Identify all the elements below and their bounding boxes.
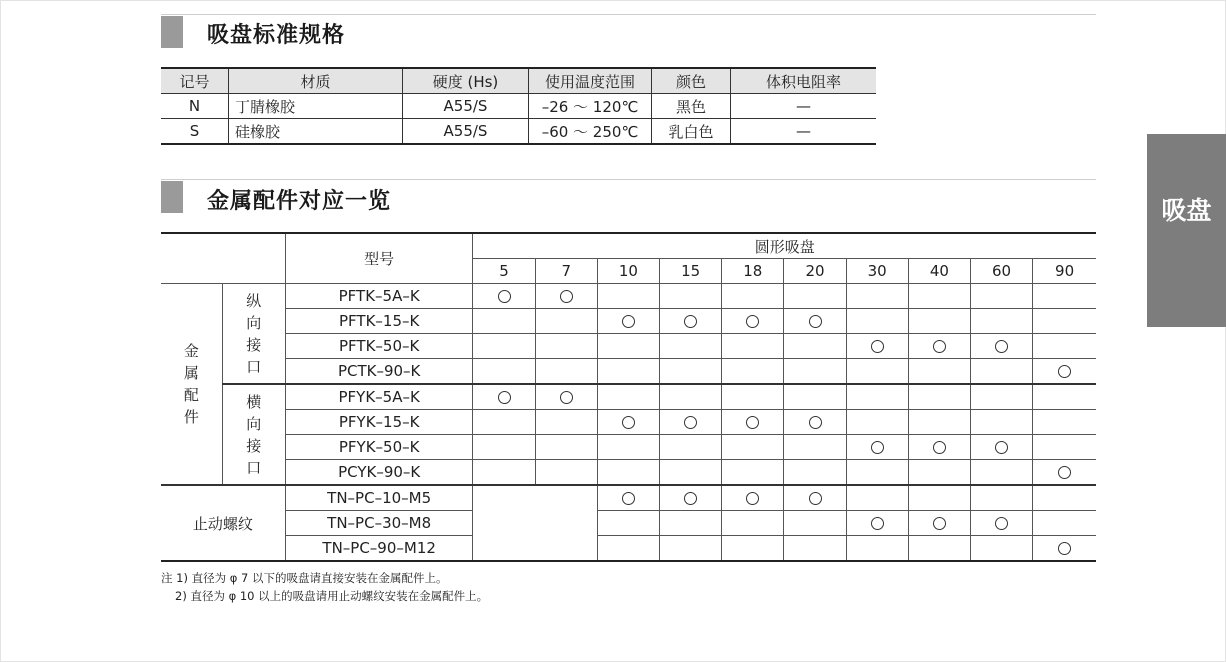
spec-cell-color: 乳白色 <box>652 119 731 145</box>
compat-cell <box>784 359 846 385</box>
compat-cell <box>846 359 908 385</box>
spec-cell-color: 黑色 <box>652 94 731 119</box>
compat-cell <box>535 309 597 334</box>
compatible-mark-icon <box>809 416 822 429</box>
round-cup-header: 圆形吸盘 <box>473 233 1096 259</box>
compatible-mark-icon <box>933 517 946 530</box>
spec-header-cell: 硬度 (Hs) <box>403 68 529 94</box>
compat-cell <box>597 384 659 410</box>
accessory-row <box>161 334 1096 359</box>
compatible-mark-icon <box>684 492 697 505</box>
compat-cell <box>970 511 1032 536</box>
sub-vertical-cell <box>222 284 285 385</box>
section1-rule <box>161 14 1096 15</box>
compat-cell <box>908 536 970 562</box>
spec-cell-resistivity: — <box>731 94 877 119</box>
compatible-mark-icon <box>560 391 573 404</box>
compat-cell <box>722 309 784 334</box>
compat-cell <box>784 384 846 410</box>
size-header: 18 <box>722 259 784 284</box>
compat-cell <box>784 284 846 309</box>
compat-cell <box>473 309 535 334</box>
accessory-row <box>161 410 1096 435</box>
model-cell: TN–PC–10–M5 <box>285 485 473 511</box>
compat-cell <box>908 334 970 359</box>
accessory-row <box>161 284 1096 309</box>
spec-cell-code: S <box>161 119 229 145</box>
model-cell: PFYK–50–K <box>285 435 473 460</box>
accessory-row <box>161 511 1096 536</box>
compatible-mark-icon <box>1058 365 1071 378</box>
compat-cell <box>784 511 846 536</box>
compat-cell <box>1033 485 1096 511</box>
compatible-mark-icon <box>995 340 1008 353</box>
accessory-row <box>161 460 1096 486</box>
compatible-mark-icon <box>746 492 759 505</box>
compat-cell <box>597 536 659 562</box>
compat-cell <box>535 435 597 460</box>
compat-cell <box>846 460 908 486</box>
compat-cell <box>970 435 1032 460</box>
accessory-row <box>161 384 1096 410</box>
compat-cell <box>846 511 908 536</box>
model-header: 型号 <box>285 233 473 284</box>
compat-cell <box>660 410 722 435</box>
compat-cell <box>473 435 535 460</box>
compat-cell <box>597 309 659 334</box>
compat-cell <box>535 460 597 486</box>
compat-cell <box>473 384 535 410</box>
spec-cell-material: 硅橡胶 <box>229 119 403 145</box>
group-stop-label: 止动螺纹 <box>192 514 253 533</box>
compat-cell <box>970 384 1032 410</box>
compat-cell <box>908 284 970 309</box>
section2-rule <box>161 179 1096 180</box>
compatible-mark-icon <box>746 416 759 429</box>
spec-header-cell: 材质 <box>229 68 403 94</box>
accessory-header-row <box>161 233 1096 259</box>
compat-cell <box>597 460 659 486</box>
sub-vertical-label: 纵向接口 <box>246 291 262 376</box>
compat-cell <box>1033 334 1096 359</box>
compat-cell <box>846 384 908 410</box>
compatible-mark-icon <box>498 290 511 303</box>
compatible-mark-icon <box>746 315 759 328</box>
size-header: 15 <box>660 259 722 284</box>
spec-cell-temperature: –26 ～ 120℃ <box>529 94 652 119</box>
model-cell: PFYK–5A–K <box>285 384 473 410</box>
accessory-row <box>161 485 1096 511</box>
note-1: 注 1) 直径为 φ 7 以下的吸盘请直接安装在金属配件上。 <box>161 571 448 585</box>
side-tab[interactable] <box>1147 134 1226 327</box>
compat-cell <box>908 309 970 334</box>
spec-cell-hardness: A55/S <box>403 119 529 145</box>
compat-cell <box>473 359 535 385</box>
model-cell: PFYK–15–K <box>285 410 473 435</box>
compat-cell <box>970 410 1032 435</box>
compat-cell <box>535 334 597 359</box>
model-cell: PCYK–90–K <box>285 460 473 486</box>
spec-cell-resistivity: — <box>731 119 877 145</box>
compat-cell <box>722 435 784 460</box>
compat-cell <box>660 359 722 385</box>
compat-cell <box>970 359 1032 385</box>
compat-cell <box>722 410 784 435</box>
compat-cell <box>784 485 846 511</box>
accessory-row <box>161 359 1096 385</box>
compat-cell <box>722 284 784 309</box>
compat-cell <box>535 359 597 385</box>
compat-cell <box>784 460 846 486</box>
compat-cell <box>1033 384 1096 410</box>
spec-header-cell: 记号 <box>161 68 229 94</box>
compatible-mark-icon <box>684 416 697 429</box>
compat-cell <box>597 485 659 511</box>
compat-cell <box>722 485 784 511</box>
compat-cell <box>846 485 908 511</box>
model-cell: TN–PC–90–M12 <box>285 536 473 562</box>
compat-cell <box>473 284 535 309</box>
compat-cell <box>784 435 846 460</box>
compat-cell <box>535 384 597 410</box>
section2-title: 金属配件对应一览 <box>207 189 392 214</box>
compat-cell <box>970 284 1032 309</box>
compat-cell <box>660 435 722 460</box>
compatible-mark-icon <box>933 441 946 454</box>
compat-cell <box>1033 284 1096 309</box>
compat-cell <box>722 384 784 410</box>
model-cell: PFTK–50–K <box>285 334 473 359</box>
compat-cell <box>784 334 846 359</box>
compat-cell <box>473 460 535 486</box>
note-2: 2) 直径为 φ 10 以上的吸盘请用止动螺纹安装在金属配件上。 <box>175 589 489 603</box>
size-header: 5 <box>473 259 535 284</box>
compatible-mark-icon <box>995 517 1008 530</box>
compat-cell <box>1033 359 1096 385</box>
compatible-mark-icon <box>809 315 822 328</box>
compat-cell <box>660 511 722 536</box>
compatible-mark-icon <box>809 492 822 505</box>
compat-cell <box>597 410 659 435</box>
blank-cell <box>473 485 597 561</box>
group-metal-label: 金属配件 <box>183 342 199 426</box>
model-cell: PFTK–5A–K <box>285 284 473 309</box>
compat-cell <box>660 284 722 309</box>
size-header: 60 <box>970 259 1032 284</box>
compat-cell <box>597 435 659 460</box>
compat-cell <box>597 511 659 536</box>
model-cell: TN–PC–30–M8 <box>285 511 473 536</box>
size-header: 40 <box>908 259 970 284</box>
compat-cell <box>970 309 1032 334</box>
compat-cell <box>784 309 846 334</box>
compatible-mark-icon <box>684 315 697 328</box>
compat-cell <box>846 334 908 359</box>
spec-row <box>161 119 876 145</box>
compatible-mark-icon <box>560 290 573 303</box>
size-header: 10 <box>597 259 659 284</box>
size-header: 30 <box>846 259 908 284</box>
compat-cell <box>660 384 722 410</box>
group-metal-cell <box>161 284 222 486</box>
compat-cell <box>660 536 722 562</box>
compat-cell <box>597 284 659 309</box>
compatible-mark-icon <box>933 340 946 353</box>
side-tab-label: 吸盘 <box>1161 196 1212 225</box>
compat-cell <box>722 460 784 486</box>
group-stop-cell <box>161 485 285 561</box>
compat-cell <box>535 284 597 309</box>
compatible-mark-icon <box>871 517 884 530</box>
spec-cell-code: N <box>161 94 229 119</box>
sub-horizontal-label: 横向接口 <box>246 392 262 477</box>
spec-row <box>161 94 876 119</box>
compat-cell <box>597 334 659 359</box>
compat-cell <box>722 511 784 536</box>
compat-cell <box>970 334 1032 359</box>
model-cell: PFTK–15–K <box>285 309 473 334</box>
compat-cell <box>1033 309 1096 334</box>
compat-cell <box>1033 536 1096 562</box>
compatible-mark-icon <box>871 340 884 353</box>
compat-cell <box>846 309 908 334</box>
size-header: 90 <box>1033 259 1096 284</box>
compat-cell <box>660 334 722 359</box>
section1-title: 吸盘标准规格 <box>207 23 346 48</box>
compat-cell <box>970 460 1032 486</box>
accessory-row <box>161 309 1096 334</box>
compat-cell <box>908 511 970 536</box>
compat-cell <box>908 460 970 486</box>
compat-cell <box>908 485 970 511</box>
compat-cell <box>597 359 659 385</box>
compatible-mark-icon <box>1058 466 1071 479</box>
compat-cell <box>784 536 846 562</box>
size-header: 20 <box>784 259 846 284</box>
compat-cell <box>908 359 970 385</box>
spec-header-cell: 颜色 <box>652 68 731 94</box>
section1-marker <box>161 16 183 48</box>
compat-cell <box>846 410 908 435</box>
compat-cell <box>473 334 535 359</box>
compatible-mark-icon <box>622 492 635 505</box>
spec-table <box>161 67 876 145</box>
accessory-table <box>161 232 1096 562</box>
accessory-row <box>161 536 1096 562</box>
compat-cell <box>722 334 784 359</box>
compat-cell <box>908 410 970 435</box>
spec-cell-temperature: –60 ～ 250℃ <box>529 119 652 145</box>
compat-cell <box>660 460 722 486</box>
spec-header-cell: 使用温度范围 <box>529 68 652 94</box>
compat-cell <box>784 410 846 435</box>
accessory-corner-cell <box>161 233 285 284</box>
compat-cell <box>908 435 970 460</box>
compat-cell <box>970 536 1032 562</box>
spec-cell-hardness: A55/S <box>403 94 529 119</box>
compat-cell <box>1033 460 1096 486</box>
compatible-mark-icon <box>995 441 1008 454</box>
compat-cell <box>535 410 597 435</box>
compatible-mark-icon <box>622 315 635 328</box>
compat-cell <box>660 309 722 334</box>
compat-cell <box>908 384 970 410</box>
section2-marker <box>161 181 183 213</box>
compatible-mark-icon <box>1058 542 1071 555</box>
model-cell: PCTK–90–K <box>285 359 473 385</box>
compat-cell <box>970 485 1032 511</box>
compatible-mark-icon <box>498 391 511 404</box>
accessory-row <box>161 435 1096 460</box>
compat-cell <box>846 536 908 562</box>
compat-cell <box>1033 435 1096 460</box>
compat-cell <box>1033 511 1096 536</box>
spec-header-row <box>161 68 876 94</box>
compat-cell <box>722 359 784 385</box>
compatible-mark-icon <box>622 416 635 429</box>
compat-cell <box>1033 410 1096 435</box>
spec-cell-material: 丁腈橡胶 <box>229 94 403 119</box>
notes <box>161 569 488 605</box>
compat-cell <box>660 485 722 511</box>
spec-header-cell: 体积电阻率 <box>731 68 877 94</box>
compat-cell <box>722 536 784 562</box>
size-header: 7 <box>535 259 597 284</box>
sub-horizontal-cell <box>222 384 285 485</box>
compat-cell <box>846 435 908 460</box>
compat-cell <box>846 284 908 309</box>
compat-cell <box>473 410 535 435</box>
compatible-mark-icon <box>871 441 884 454</box>
